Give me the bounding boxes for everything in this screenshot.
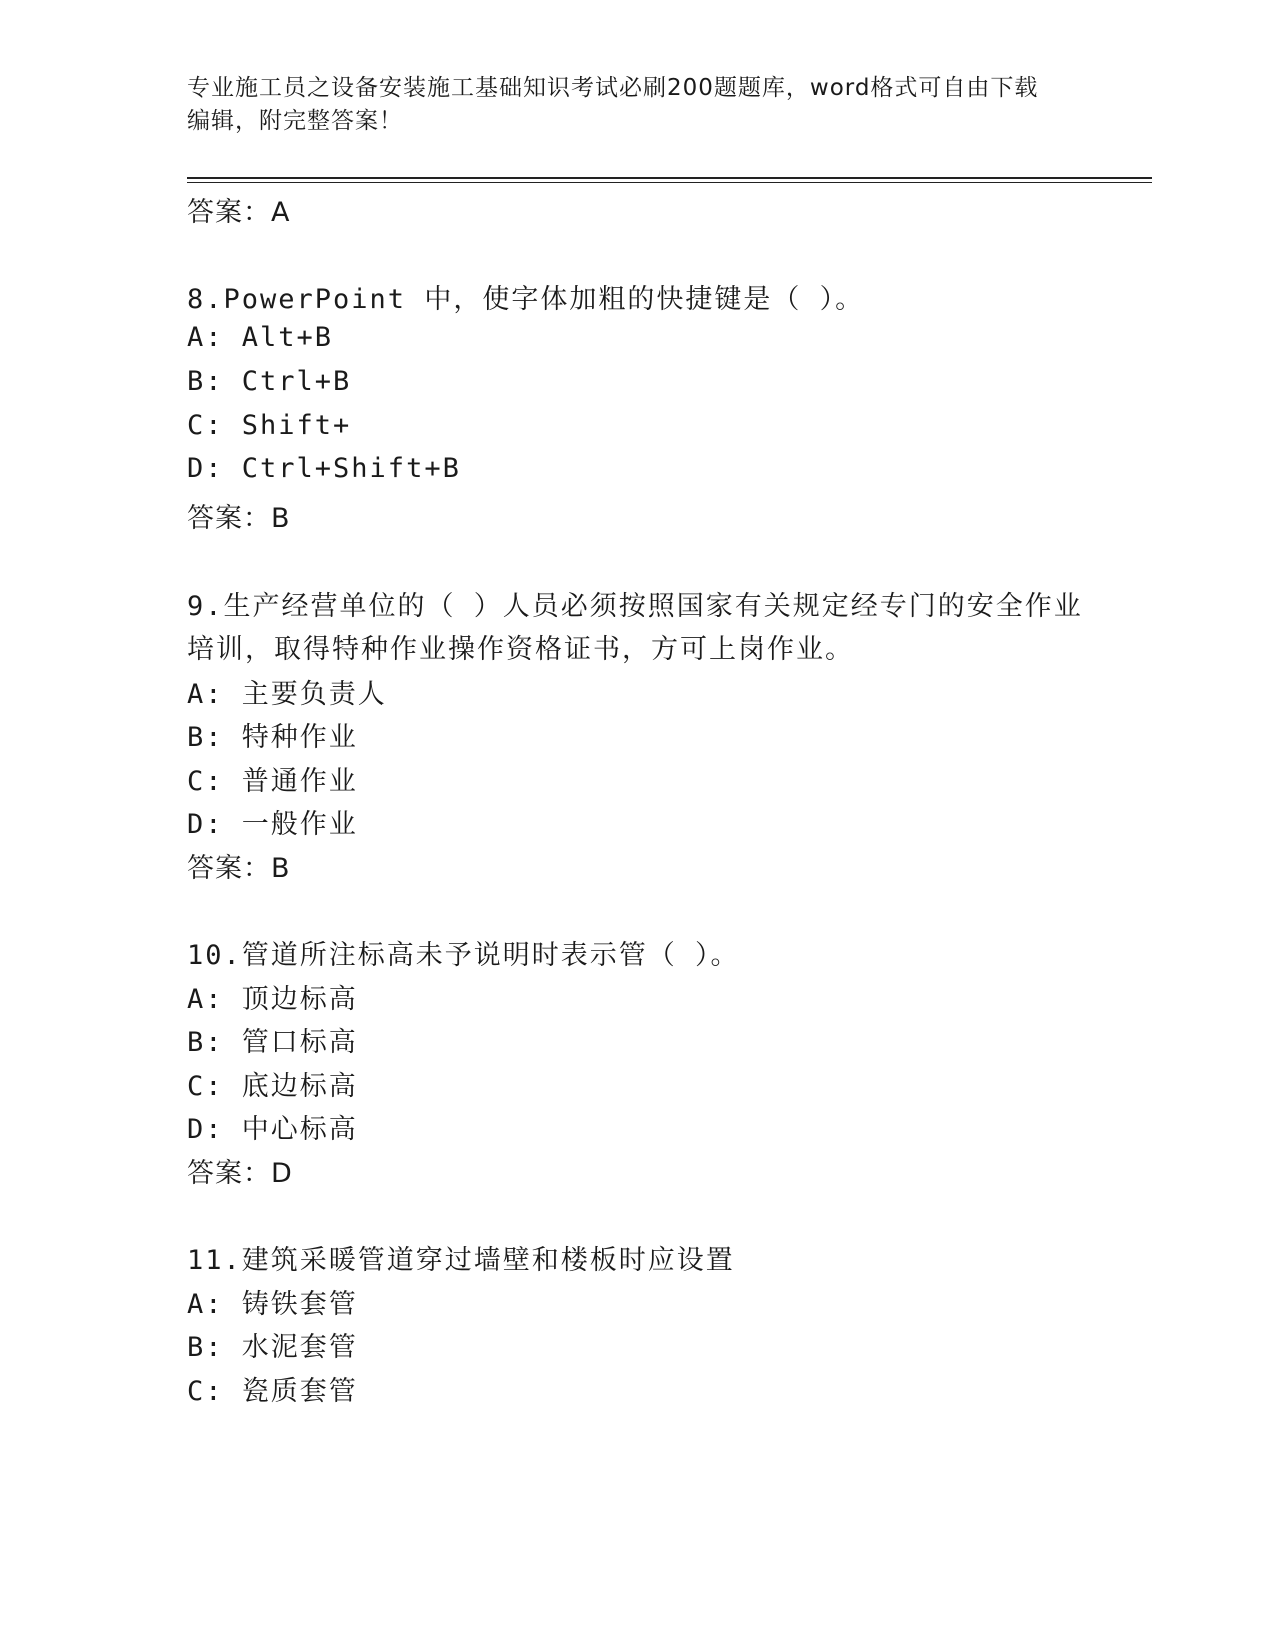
question-10-option-c: C: 底边标高: [187, 1071, 358, 1102]
question-9-option-d: D: 一般作业: [187, 809, 358, 840]
question-11-option-a: A: 铸铁套管: [187, 1289, 358, 1320]
document-header: [187, 72, 1087, 138]
answer-q9: 答案：B: [187, 853, 291, 884]
header-divider-thin: [187, 182, 1152, 183]
header-line-1: 专业施工员之设备安装施工基础知识考试必刷200题题库，word格式可自由下载: [187, 75, 1039, 101]
question-11-stem: 11.建筑采暖管道穿过墙壁和楼板时应设置: [187, 1245, 735, 1276]
question-8-option-c: C: Shift+: [187, 410, 352, 441]
question-8-option-d: D: Ctrl+Shift+B: [187, 453, 461, 484]
answer-q8: 答案：B: [187, 503, 291, 534]
question-8-option-b: B: Ctrl+B: [187, 366, 352, 397]
header-divider-thick: [187, 177, 1152, 179]
question-9-option-a: A: 主要负责人: [187, 679, 387, 710]
header-line-2: 编辑，附完整答案！: [187, 108, 403, 134]
answer-q7: 答案：A: [187, 197, 291, 228]
question-9-option-c: C: 普通作业: [187, 766, 358, 797]
question-10-option-a: A: 顶边标高: [187, 984, 358, 1015]
question-9-stem-line-1: 9.生产经营单位的（ ）人员必须按照国家有关规定经专门的安全作业: [187, 591, 1083, 622]
question-10-stem: 10.管道所注标高未予说明时表示管（ ）。: [187, 940, 740, 971]
answer-q10: 答案：D: [187, 1158, 293, 1189]
question-9-option-b: B: 特种作业: [187, 722, 358, 753]
question-10-option-d: D: 中心标高: [187, 1114, 358, 1145]
question-11-option-b: B: 水泥套管: [187, 1332, 358, 1363]
question-8-stem: 8.PowerPoint 中，使字体加粗的快捷键是（ ）。: [187, 284, 865, 315]
question-11-option-c: C: 瓷质套管: [187, 1376, 358, 1407]
question-8-option-a: A: Alt+B: [187, 322, 334, 353]
question-9-stem-line-2: 培训，取得特种作业操作资格证书，方可上岗作业。: [187, 634, 854, 665]
question-10-option-b: B: 管口标高: [187, 1027, 358, 1058]
